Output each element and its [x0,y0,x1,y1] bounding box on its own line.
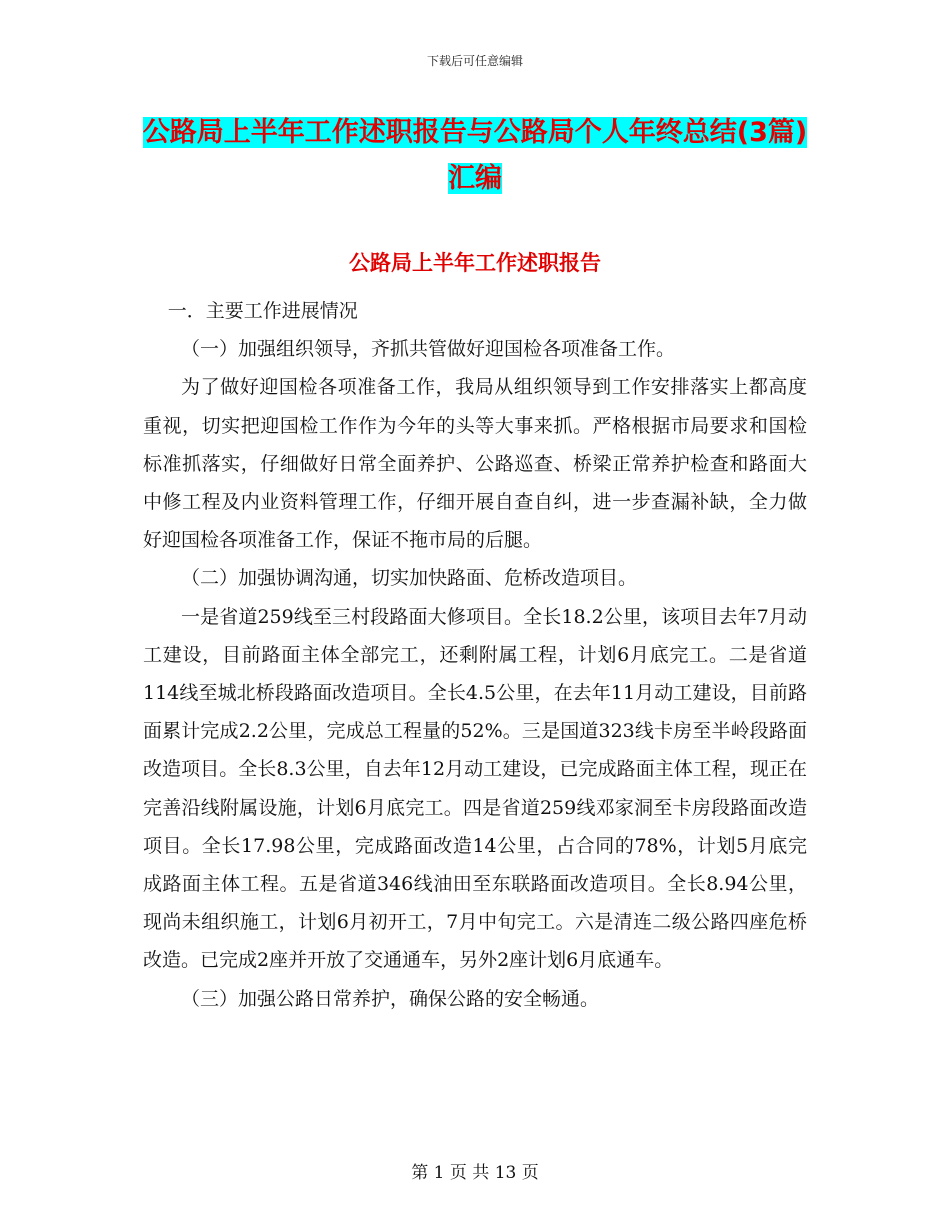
paragraph-subheading-3: （三）加强公路日常养护，确保公路的安全畅通。 [181,987,600,1010]
paragraph-heading-1: 一．主要工作进展情况 [167,300,358,322]
page-number: 第 1 页 共 13 页 [411,1163,539,1183]
paragraph-subheading-1: （一）加强组织领导，齐抓共管做好迎国检各项准备工作。 [181,338,676,361]
document-title-text: 公路局上半年工作述职报告与公路局个人年终总结(3篇)汇编 [142,117,808,194]
header-note: 下载后可任意编辑 [426,54,523,68]
paragraph-body-1: 为了做好迎国检各项准备工作，我局从组织领导到工作安排落实上都高度重视，切实把迎国检工作作为今年的头等大事来抓。严格根据市局要求和国检标准抓落实，仔细做好日常全面养护、公路巡查、桥梁正常养护检查和路面大中修工程及内业资料管理工作，仔细开展自查自纠，进一步查漏补缺，全力做好迎国检各项准备工作，保证不拖市局的后腿。 [143,376,807,552]
document-title [140,110,810,202]
paragraph-body-2: 一是省道259线至三村段路面大修项目。全长18.2公里，该项目去年7月动工建设，目前路面主体全部完工，还剩附属工程，计划6月底完工。二是省道114线至城北桥段路面改造项目。全长4.5公里，在去年11月动工建设，目前路面累计完成2.2公里，完成总工程量的52%。三是国道323线卡房至半岭段路面改造项目。全长8.3公里，自去年12月动工建设，已完成路面主体工程，现正在完善沿线附属设施，计划6月底完工。四是省道259线邓家洞至卡房段路面改造项目。全长17.98公里，完成路面改造14公里，占合同的78%，计划5月底完成路面主体工程。五是省道346线油田至东联路面改造项目。全长8.94公里，现尚未组织施工，计划6月初开工，7月中旬完工。六是清连二级公路四座危桥改造。已完成2座并开放了交通通车，另外2座计划6月底通车。 [143,605,807,972]
document-body [143,292,807,1018]
section-title: 公路局上半年工作述职报告 [349,251,601,275]
paragraph-subheading-2: （二）加强协调沟通，切实加快路面、危桥改造项目。 [181,567,638,590]
